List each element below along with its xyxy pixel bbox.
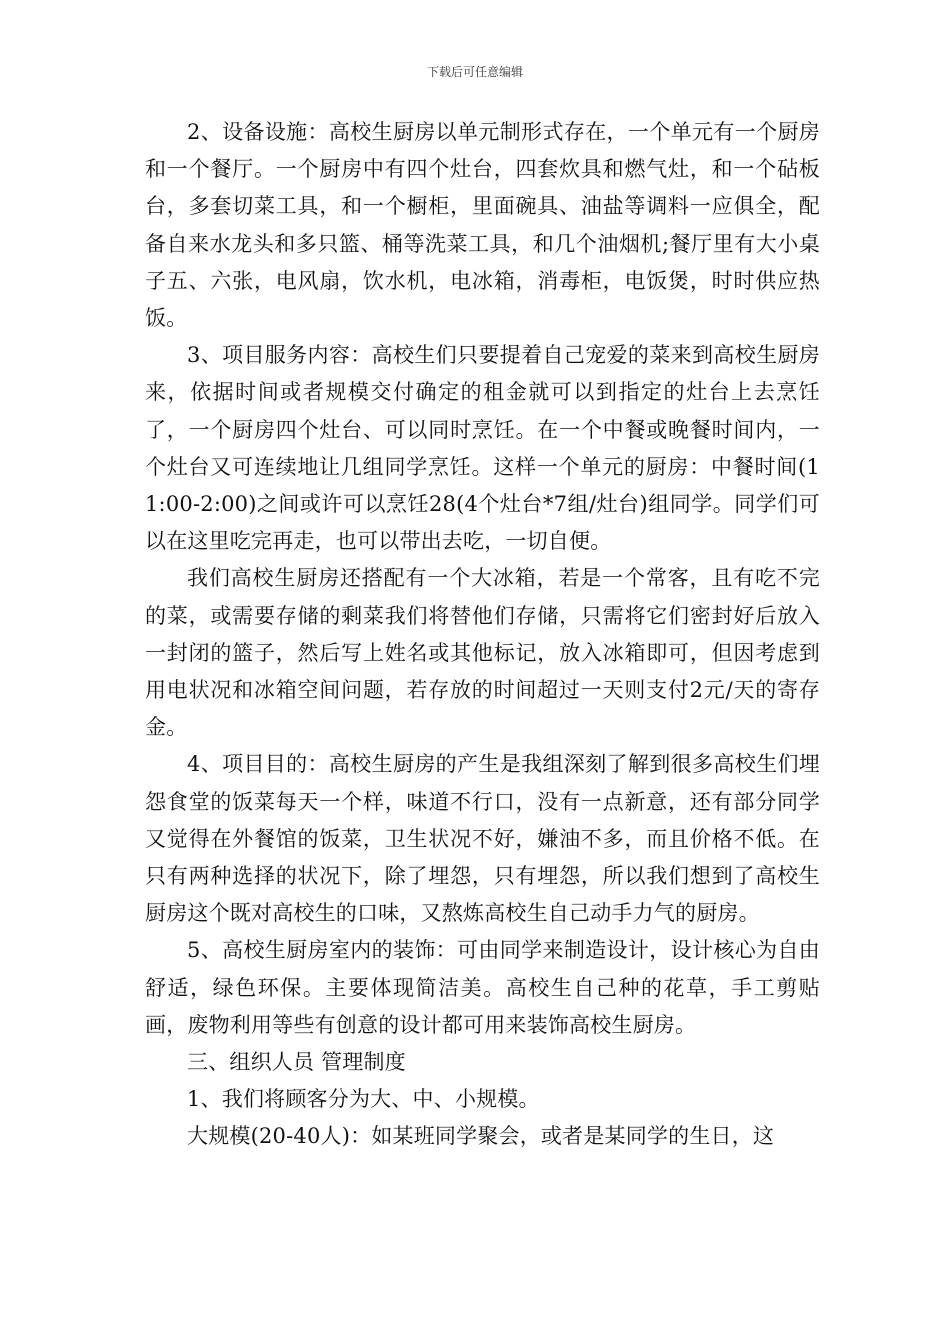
section-heading-organization: 三、组织人员 管理制度 [187,1050,406,1075]
paragraph-service-content: 3、项目服务内容：高校生们只要提着自己宠爱的菜来到高校生厨房来，依据时间或者规模交付确定的租金就可以到指定的灶台上去烹饪了，一个厨房四个灶台、可以同时烹饪。在一个中餐或晚餐时间内，一个灶台又可连续地让几组同学烹饪。这样一个单元的厨房：中餐时间(11:00-2:00)之间或许可以烹饪28(4个灶台*7组/灶台)组同学。同学们可以在这里吃完再走，也可以带出去吃，一切自便。 [145,343,820,554]
page-header-note: 下载后可任意编辑 [426,65,523,79]
paragraph-customer-scale: 1、我们将顾客分为大、中、小规模。 [187,1087,540,1112]
paragraph-large-scale: 大规模(20-40人)：如某班同学聚会，或者是某同学的生日，这 [187,1124,775,1149]
paragraph-decoration: 5、高校生厨房室内的装饰：可由同学来制造设计，设计核心为自由舒适，绿色环保。主要体现简洁美。高校生自己种的花草，手工剪贴画，废物利用等些有创意的设计都可用来装饰高校生厨房。 [145,938,820,1037]
document-body [145,114,820,1156]
paragraph-project-purpose: 4、项目目的：高校生厨房的产生是我组深刻了解到很多高校生们埋怨食堂的饭菜每天一个样，味道不行口，没有一点新意，还有部分同学又觉得在外餐馆的饭菜，卫生状况不好，嫌油不多，而且价格不低。在只有两种选择的状况下，除了埋怨，只有埋怨，所以我们想到了高校生厨房这个既对高校生的口味，又熬炼高校生自己动手力气的厨房。 [145,752,820,926]
paragraph-refrigerator: 我们高校生厨房还搭配有一个大冰箱，若是一个常客，且有吃不完的菜，或需要存储的剩菜我们将替他们存储，只需将它们密封好后放入一封闭的篮子，然后写上姓名或其他标记，放入冰箱即可，但因考虑到用电状况和冰箱空间问题，若存放的时间超过一天则支付2元/天的寄存金。 [145,566,820,740]
paragraph-equipment: 2、设备设施：高校生厨房以单元制形式存在，一个单元有一个厨房和一个餐厅。一个厨房中有四个灶台，四套炊具和燃气灶，和一个砧板台，多套切菜工具，和一个橱柜，里面碗具、油盐等调料一应俱全，配备自来水龙头和多只篮、桶等洗菜工具，和几个油烟机;餐厅里有大小桌子五、六张，电风扇，饮水机，电冰箱，消毒柜，电饭煲，时时供应热饭。 [145,120,820,331]
